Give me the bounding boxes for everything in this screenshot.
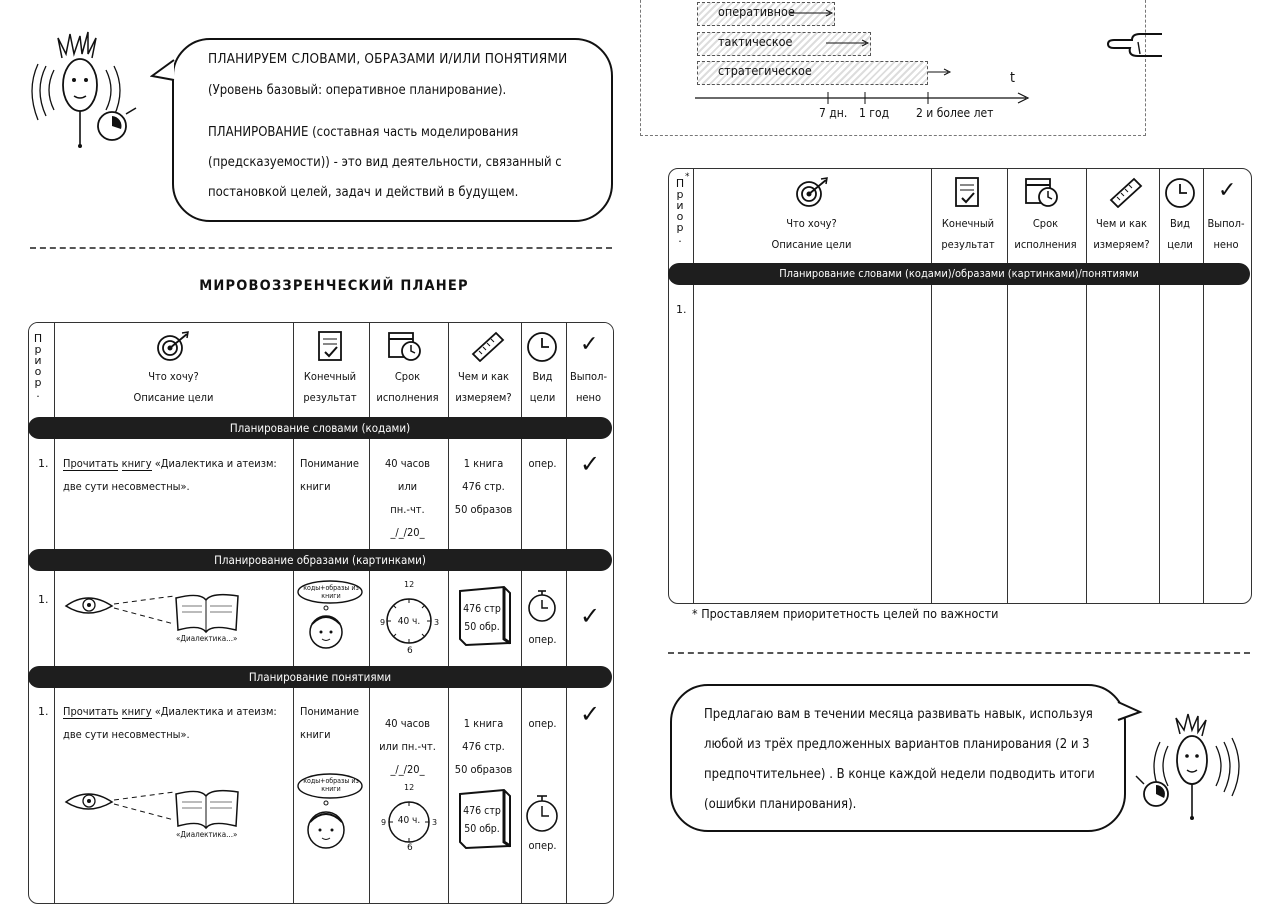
timeline-tick-2years: 2 и более лет <box>916 106 994 120</box>
footnote: * Проставляем приоритетность целей по важности <box>692 606 999 621</box>
row-number: 1. <box>38 705 49 718</box>
prio-letter: о <box>676 210 684 223</box>
definition-term: ПЛАНИРОВАНИЕ <box>208 125 309 140</box>
document-check-icon <box>317 330 345 362</box>
goal-rest: «Диалектика и атеизм: <box>154 705 277 718</box>
header-deadline-line: исполнения <box>1014 238 1077 251</box>
thinking-man-illustration <box>1132 710 1252 825</box>
box-line: 50 обр. <box>464 621 500 633</box>
header-measure-line: Чем и как <box>1095 217 1148 230</box>
header-goal-line: Описание цели <box>133 391 214 404</box>
measure-text <box>447 452 520 521</box>
goal-line-2: две сути несовместны». <box>63 728 190 741</box>
result-text <box>300 452 359 498</box>
deadline-text <box>368 712 447 781</box>
column-divider <box>448 323 449 903</box>
clock-icon <box>525 330 559 364</box>
calendar-clock-icon <box>387 330 423 362</box>
kind-text: опер. <box>528 839 557 852</box>
stopwatch-icon <box>525 792 561 834</box>
goal-noun: книгу <box>121 705 152 718</box>
definition-line-2: (предсказуемости)) - это вид деятельности, связанный с <box>208 155 562 170</box>
deadline-line: _/_/20_ <box>390 526 425 539</box>
kind-text: опер. <box>528 633 557 646</box>
kind-text: опер. <box>528 717 557 730</box>
header-result-line: результат <box>941 238 995 251</box>
prio-letter: П <box>675 177 685 190</box>
band-combined: Планирование словами (кодами)/образами (картинками)/понятиями <box>668 263 1250 285</box>
prio-letter: р <box>676 221 684 234</box>
goal-line-2: две сути несовместны». <box>63 480 190 493</box>
measure-line: 50 образов <box>454 503 513 516</box>
header-result <box>930 213 1006 255</box>
timeline-bar-operational-label: оперативное <box>718 4 795 19</box>
box-line: 50 обр. <box>464 823 500 835</box>
clock-label-6: 6 <box>407 646 413 656</box>
clock-label-3: 3 <box>434 618 440 627</box>
measure-line: 476 стр. <box>462 740 505 753</box>
advice-line-3: предпочтительнее) . В конце каждой недели подводить итоги <box>704 767 1095 782</box>
header-goal <box>54 366 293 408</box>
header-done <box>565 366 612 408</box>
result-line: книги <box>300 728 331 741</box>
priority-column-label <box>675 178 685 244</box>
prio-letter: и <box>676 199 684 212</box>
ruler-icon <box>1108 176 1144 208</box>
result-text <box>300 700 359 746</box>
clock-label-9: 9 <box>381 818 387 827</box>
header-deadline <box>1006 213 1085 255</box>
clock-center-text: 40 ч. <box>397 616 421 627</box>
ruler-icon <box>470 330 506 362</box>
timeline-tick-7days: 7 дн. <box>819 106 848 120</box>
band-concepts: Планирование понятиями <box>28 666 612 688</box>
definition-line-1-rest: (составная часть моделирования <box>312 125 519 140</box>
header-goal-line: Что хочу? <box>786 217 837 230</box>
header-measure-line: измеряем? <box>1093 238 1150 251</box>
goal-verb: Прочитать <box>63 705 119 718</box>
done-checkmark: ✓ <box>580 602 601 630</box>
stopwatch-icon <box>527 588 559 624</box>
clock-icon <box>1163 176 1197 210</box>
thought-text: коды+образы из книги <box>303 777 359 793</box>
header-done <box>1202 213 1250 255</box>
prio-letter: р <box>34 343 42 356</box>
header-deadline <box>368 366 447 408</box>
box-line: 476 стр <box>463 603 501 615</box>
measure-text <box>447 712 520 781</box>
row-number: 1. <box>676 303 687 316</box>
target-icon <box>154 330 192 362</box>
column-divider <box>369 323 370 903</box>
header-kind-line: цели <box>529 391 556 404</box>
header-result <box>292 366 368 408</box>
header-kind-line: Вид <box>532 370 553 383</box>
timeline-axis-t: t <box>1010 70 1015 86</box>
header-measure <box>1085 213 1158 255</box>
header-deadline-line: исполнения <box>376 391 439 404</box>
prio-letter: . <box>36 387 40 400</box>
kind-text: опер. <box>528 457 557 470</box>
pointing-hand-icon <box>1104 24 1164 64</box>
result-line: Понимание <box>300 457 359 470</box>
header-kind <box>520 366 565 408</box>
prio-letter: . <box>678 232 682 245</box>
header-done-line: нено <box>1213 238 1239 251</box>
measure-line: 50 образов <box>454 763 513 776</box>
header-goal-line: Описание цели <box>771 238 852 251</box>
book-box-text <box>459 802 505 838</box>
book-caption: «Диалектика...» <box>176 634 238 643</box>
definition-line-1 <box>208 118 518 148</box>
goal-rest: «Диалектика и атеизм: <box>154 457 277 470</box>
goal-text <box>63 452 291 498</box>
clock-label-12: 12 <box>404 783 415 792</box>
measure-line: 1 книга <box>463 717 504 730</box>
timeline-bar-tactical-label: тактическое <box>718 34 793 49</box>
clock-label-12: 12 <box>404 580 415 589</box>
deadline-line: пн.-чт. <box>390 503 425 516</box>
document-check-icon <box>954 176 982 208</box>
done-checkmark: ✓ <box>580 450 601 478</box>
header-measure-line: измеряем? <box>455 391 512 404</box>
header-result-line: Конечный <box>303 370 357 383</box>
deadline-line: 40 часов <box>385 457 430 470</box>
header-kind <box>1158 213 1202 255</box>
book-caption: «Диалектика...» <box>176 830 238 839</box>
column-divider <box>54 323 55 903</box>
deadline-line: или пн.-чт. <box>379 740 436 753</box>
goal-noun: книгу <box>121 457 152 470</box>
target-icon <box>793 176 831 208</box>
bubble-tail <box>150 58 180 88</box>
prio-letter: П <box>33 332 43 345</box>
priority-column-label <box>33 333 43 399</box>
column-divider <box>293 323 294 903</box>
advice-line-4: (ошибки планирования). <box>704 797 857 812</box>
result-line: книги <box>300 480 331 493</box>
column-divider <box>521 323 522 903</box>
advice-line-1: Предлагаю вам в течении месяца развивать навык, используя <box>704 707 1093 722</box>
timeline-bar-strategic-label: стратегическое <box>718 63 812 78</box>
header-result-line: Конечный <box>941 217 995 230</box>
measure-line: 476 стр. <box>462 480 505 493</box>
header-kind-line: Вид <box>1169 217 1191 230</box>
book-box-text <box>459 600 505 636</box>
goal-verb: Прочитать <box>63 457 119 470</box>
header-result-line: результат <box>303 391 357 404</box>
header-goal <box>693 213 930 255</box>
header-measure-line: Чем и как <box>457 370 510 383</box>
column-divider <box>566 323 567 903</box>
header-done-line: Выпол- <box>569 370 608 383</box>
advice-line-2: любой из трёх предложенных вариантов планирования (2 и 3 <box>704 737 1090 752</box>
clock-label-3: 3 <box>432 818 438 827</box>
section-divider <box>30 247 612 249</box>
checkmark-icon: ✓ <box>580 332 599 357</box>
box-line: 476 стр <box>463 805 501 817</box>
calendar-clock-icon <box>1024 176 1060 208</box>
clock-label-9: 9 <box>380 618 386 627</box>
measure-line: 1 книга <box>463 457 504 470</box>
header-deadline-line: Срок <box>394 370 421 383</box>
band-images: Планирование образами (картинками) <box>28 549 612 571</box>
row-number: 1. <box>38 457 49 470</box>
header-kind-line: цели <box>1167 238 1193 251</box>
prio-letter: о <box>34 365 42 378</box>
deadline-line: _/_/20_ <box>390 763 425 776</box>
thought-text: коды+образы из книги <box>303 584 359 600</box>
deadline-text <box>368 452 447 544</box>
clock-center-text: 40 ч. <box>397 815 421 826</box>
priority-asterisk: * <box>685 172 690 182</box>
thinking-man-illustration <box>24 30 154 150</box>
prio-letter: р <box>676 188 684 201</box>
header-goal-line: Что хочу? <box>148 370 199 383</box>
checkmark-icon: ✓ <box>1218 178 1237 203</box>
planner-title: МИРОВОЗЗРЕНЧЕСКИЙ ПЛАНЕР <box>199 278 469 294</box>
prio-letter: р <box>34 376 42 389</box>
clock-label-6: 6 <box>407 843 413 853</box>
goal-line-1 <box>63 452 291 475</box>
section-divider <box>668 652 1250 654</box>
prio-letter: и <box>34 354 42 367</box>
bubble-title: ПЛАНИРУЕМ СЛОВАМИ, ОБРАЗАМИ И/ИЛИ ПОНЯТИЯМИ <box>208 51 568 67</box>
deadline-line: 40 часов <box>385 717 430 730</box>
result-line: Понимание <box>300 705 359 718</box>
done-checkmark: ✓ <box>580 700 601 728</box>
header-measure <box>447 366 520 408</box>
header-done-line: Выпол- <box>1207 217 1245 230</box>
timeline-tick-1year: 1 год <box>859 106 890 120</box>
band-words: Планирование словами (кодами) <box>28 417 612 439</box>
timeline-axis <box>690 0 1040 115</box>
header-done-line: нено <box>575 391 602 404</box>
bubble-subtitle: (Уровень базовый: оперативное планирование). <box>208 83 507 98</box>
row-number: 1. <box>38 593 49 606</box>
goal-line-1 <box>63 700 291 723</box>
deadline-line: или <box>397 480 418 493</box>
definition-line-3: постановкой целей, задач и действий в будущем. <box>208 185 519 200</box>
goal-text <box>63 700 291 746</box>
header-deadline-line: Срок <box>1032 217 1059 230</box>
